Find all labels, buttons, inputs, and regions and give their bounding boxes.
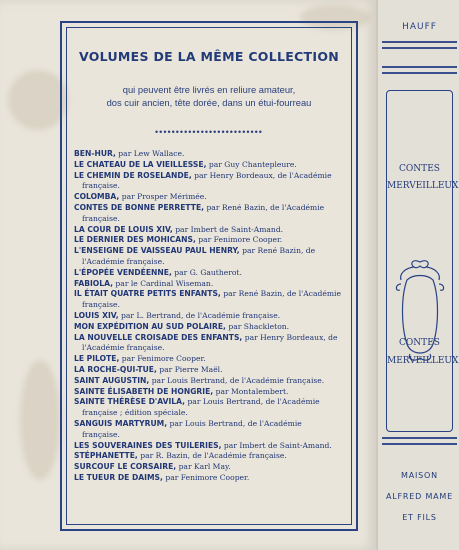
book-entry	[74, 289, 342, 311]
collection-subtitle	[70, 83, 348, 109]
book-entry	[74, 203, 342, 225]
book-entry	[74, 441, 342, 452]
book-entry	[74, 268, 342, 279]
book-entry	[74, 397, 342, 419]
book-author: par René Bazin, de l'Académie française.	[82, 246, 316, 266]
book-title: LE CHATEAU DE LA VIEILLESSE,	[74, 159, 207, 169]
book-author: par Fenimore Cooper.	[119, 354, 206, 364]
book-author: par Pierre Maël.	[156, 364, 223, 374]
dotted-ornament: ••••••••••••••••••••••••••	[155, 127, 263, 137]
collection-frame	[60, 21, 358, 531]
book-title: BEN-HUR,	[74, 149, 116, 158]
book-title: L'ENSEIGNE DE VAISSEAU PAUL HENRY,	[74, 246, 240, 256]
book-title: CONTES DE BONNE PERRETTE,	[74, 202, 205, 212]
spine-rule	[382, 437, 457, 439]
book-entry	[74, 354, 342, 365]
subtitle-line: dos cuir ancien, tête dorée, dans un étui-fourreau	[106, 97, 312, 108]
book-author: par Louis Bertrand, de l'Académie française ; édition spéciale.	[82, 397, 320, 418]
book-author: par Imbert de Saint-Amand.	[172, 224, 284, 234]
book-author: par Louis Bertrand, de l'Académie française.	[149, 375, 325, 385]
book-title: LE DERNIER DES MOHICANS,	[74, 235, 196, 245]
book-list	[74, 149, 342, 484]
paper-stain	[20, 360, 60, 480]
spine-title-line: CONTES	[399, 338, 440, 348]
publisher-line: ALFRED MAME	[386, 492, 453, 501]
book-title: SURCOUF LE CORSAIRE,	[74, 462, 177, 472]
book-author: par Lew Wallace.	[115, 149, 185, 158]
book-entry	[74, 149, 342, 160]
book-entry	[74, 279, 342, 290]
book-title: STÉPHANETTE,	[74, 451, 138, 461]
book-author: par Montalembert.	[213, 386, 289, 396]
book-entry	[74, 192, 342, 203]
book-title: L'ÉPOPÉE VENDÉENNE,	[74, 267, 172, 277]
book-entry	[74, 387, 342, 398]
book-author: par Guy Chantepleure.	[206, 159, 297, 169]
book-entry	[74, 333, 342, 355]
spine-rule	[382, 443, 457, 445]
book-title: LE TUEUR DE DAIMS,	[74, 472, 163, 482]
book-title: SAINT AUGUSTIN,	[74, 375, 150, 385]
book-entry	[74, 376, 342, 387]
book-author: par Fenimore Cooper.	[162, 472, 250, 482]
book-entry	[74, 365, 342, 376]
spine-rule	[382, 72, 457, 74]
book-title: LA COUR DE LOUIS XIV,	[74, 224, 173, 234]
book-title: LOUIS XIV,	[74, 310, 119, 320]
book-entry	[74, 419, 342, 441]
collection-title: VOLUMES DE LA MÊME COLLECTION	[78, 49, 340, 64]
paper-stain	[8, 70, 68, 130]
book-title: COLOMBA,	[74, 192, 120, 202]
spine-title-line: MERVEILLEUX	[387, 356, 459, 366]
spine-rule	[382, 41, 457, 43]
book-title: LES SOUVERAINES DES TUILERIES,	[74, 440, 222, 450]
book-author: par L. Bertrand, de l'Académie française.	[118, 310, 281, 320]
book-author: par Fenimore Cooper.	[195, 235, 283, 245]
book-author: par R. Bazin, de l'Académie française.	[137, 451, 287, 461]
book-entry	[74, 451, 342, 462]
publisher-imprint	[378, 465, 459, 528]
book-entry	[74, 235, 342, 246]
book-author: par René Bazin, de l'Académie française.	[82, 289, 341, 310]
book-title: LE CHEMIN DE ROSELANDE,	[74, 170, 192, 180]
book-author: par Henry Bordeaux, de l'Académie française.	[82, 170, 332, 191]
book-title: LA NOUVELLE CROISADE DES ENFANTS,	[74, 332, 243, 342]
book-entry	[74, 462, 342, 473]
book-entry	[74, 311, 342, 322]
spine-title-line: MERVEILLEUX	[387, 181, 459, 191]
book-entry	[74, 160, 342, 171]
book-spine	[376, 0, 459, 550]
spine-panel	[386, 90, 459, 432]
book-entry	[74, 246, 342, 268]
book-title: SANGUIS MARTYRUM,	[74, 418, 168, 428]
publisher-line: ET FILS	[402, 513, 437, 522]
book-title: LA ROCHE-QUI-TUE,	[74, 364, 157, 374]
book-entry	[74, 322, 342, 333]
spine-rule	[382, 47, 457, 49]
book-entry	[74, 171, 342, 193]
book-title: SAINTE THÉRÈSE D'AVILA,	[74, 397, 186, 407]
spine-title-lower	[387, 334, 459, 370]
book-title: IL ÉTAIT QUATRE PETITS ENFANTS,	[74, 289, 221, 299]
subtitle-line: qui peuvent être livrés en reliure amateur,	[122, 84, 296, 95]
book-title: FABIOLA,	[74, 278, 114, 288]
book-author: par le Cardinal Wiseman.	[113, 278, 214, 288]
spine-title	[387, 161, 459, 195]
book-entry	[74, 473, 342, 484]
book-author: par Karl May.	[176, 462, 231, 472]
spine-author: HAUFF	[402, 22, 437, 32]
book-author: par Shackleton.	[225, 321, 290, 331]
spine-rule	[382, 66, 457, 68]
book-title: LE PILOTE,	[74, 354, 120, 364]
publisher-line: MAISON	[401, 471, 438, 480]
book-author: par G. Gautherot.	[171, 267, 242, 277]
book-title: MON EXPÉDITION AU SUD POLAIRE,	[74, 321, 226, 331]
book-title: SAINTE ÉLISABETH DE HONGRIE,	[74, 386, 214, 396]
book-author: par René Bazin, de l'Académie française.	[82, 202, 325, 223]
book-author: par Prosper Mérimée.	[119, 192, 207, 202]
book-entry	[74, 225, 342, 236]
spine-title-line: CONTES	[399, 164, 440, 174]
book-author: par Louis Bertrand, de l'Académie française.	[82, 418, 302, 439]
book-author: par Imbert de Saint-Amand.	[221, 440, 332, 450]
book-author: par Henry Bordeaux, de l'Académie française.	[82, 332, 338, 353]
